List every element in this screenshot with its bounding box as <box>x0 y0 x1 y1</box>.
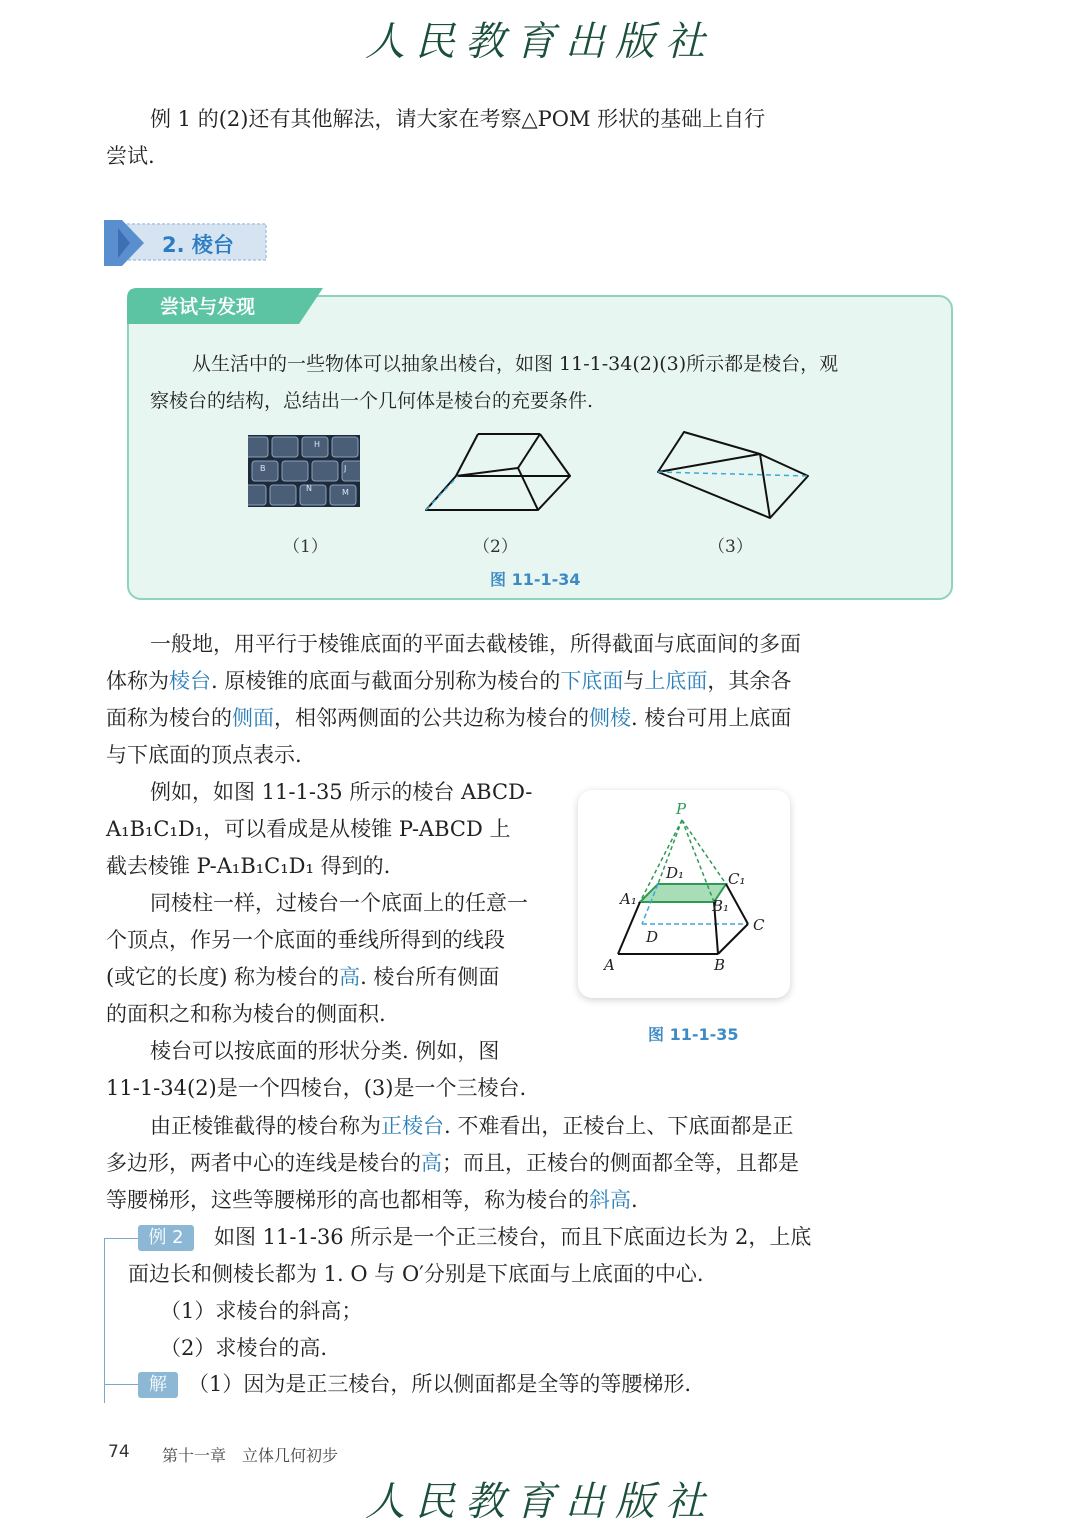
solution-badge: 解 <box>138 1372 178 1398</box>
regular-text: 多边形，两者中心的连线是棱台的 <box>106 1151 421 1175</box>
example-2-badge: 例 2 <box>138 1225 194 1251</box>
example-line-6 <box>106 959 499 996</box>
publisher-watermark-bottom: 人民教育出版社 <box>365 1479 715 1525</box>
keyword-upper-base: 上底面 <box>644 669 708 693</box>
keyword-regular-frustum: 正棱台 <box>381 1114 444 1138</box>
label-c1: C₁ <box>728 870 746 888</box>
section-title: 2. 棱台 <box>162 233 234 257</box>
example-line-8: 棱台可以按底面的形状分类. 例如，图 <box>150 1039 500 1063</box>
page-number: 74 <box>108 1442 130 1462</box>
example-line-5: 个顶点，作另一个底面的垂线所得到的线段 <box>106 928 505 952</box>
example2-question-2: （2）求棱台的高. <box>160 1336 328 1360</box>
label-a: A <box>604 956 615 974</box>
chapter-title: 第十一章 立体几何初步 <box>162 1446 339 1465</box>
example2-line-1: 如图 11-1-36 所示是一个正三棱台，而且下底面边长为 2，上底 <box>214 1225 812 1249</box>
label-a1: A₁ <box>620 890 637 908</box>
example-line-7: 的面积之和称为棱台的侧面积. <box>106 1002 386 1026</box>
def-line-1: 一般地，用平行于棱锥底面的平面去截棱锥，所得截面与底面间的多面 <box>150 632 801 656</box>
key-label-j: J <box>344 464 347 473</box>
fig34-caption-3: （3） <box>708 537 753 557</box>
fig35-title: 图 11-1-35 <box>648 1025 739 1044</box>
regular-text: 由正棱锥截得的棱台称为 <box>150 1114 381 1138</box>
solution-line-1: （1）因为是正三棱台，所以侧面都是全等的等腰梯形. <box>188 1372 692 1396</box>
label-b1: B₁ <box>712 897 730 915</box>
def-text: 面称为棱台的 <box>106 706 232 730</box>
def-line-2 <box>106 663 791 700</box>
intro-line-1: 例 1 的(2)还有其他解法，请大家在考察△POM 形状的基础上自行 <box>150 107 766 131</box>
key-label-h: H <box>314 440 321 449</box>
frustum-pyramid-figure <box>578 790 790 998</box>
keyword-lateral-edge: 侧棱 <box>589 706 631 730</box>
def-text: 与 <box>623 669 645 693</box>
keyboard-photo <box>248 435 360 507</box>
try-text-line-2: 察棱台的结构，总结出一个几何体是棱台的充要条件. <box>150 390 594 412</box>
keyword-frustum: 棱台 <box>169 669 211 693</box>
regular-text: 等腰梯形，这些等腰梯形的高也都相等，称为棱台的 <box>106 1188 589 1212</box>
def-text: ，相邻两侧面的公共边称为棱台的 <box>274 706 589 730</box>
example-line-2: A₁B₁C₁D₁，可以看成是从棱锥 P-ABCD 上 <box>106 817 511 841</box>
def-text: . 原棱锥的底面与截面分别称为棱台的 <box>211 669 561 693</box>
example-line-3: 截去棱锥 P-A₁B₁C₁D₁ 得到的. <box>106 854 391 878</box>
try-text-line-1: 从生活中的一些物体可以抽象出棱台，如图 11-1-34(2)(3)所示都是棱台，观 <box>192 353 839 375</box>
try-discover-title: 尝试与发现 <box>160 296 256 318</box>
example-text: (或它的长度) 称为棱台的 <box>106 965 340 989</box>
intro-line-2: 尝试. <box>106 144 155 168</box>
key-label-b: B <box>260 464 266 473</box>
try-discover-text <box>150 346 940 420</box>
keyword-lower-base: 下底面 <box>560 669 624 693</box>
example-line-9: 11-1-34(2)是一个四棱台，(3)是一个三棱台. <box>106 1076 527 1100</box>
fig34-caption-2: （2） <box>473 537 518 557</box>
solution-bracket <box>104 1384 138 1386</box>
frustum-triangle-figure <box>652 428 814 523</box>
example-line-4: 同棱柱一样，过棱台一个底面上的任意一 <box>150 891 528 915</box>
example-line-1: 例如，如图 11-1-35 所示的棱台 ABCD- <box>150 780 533 804</box>
keyword-lateral-face: 侧面 <box>232 706 274 730</box>
publisher-watermark-top: 人民教育出版社 <box>365 19 715 65</box>
def-text: . 棱台可用上底面 <box>631 706 792 730</box>
regular-text: . 不难看出，正棱台上、下底面都是正 <box>444 1114 794 1138</box>
keyword-slant-height: 斜高 <box>589 1188 631 1212</box>
regular-text: . <box>631 1188 638 1212</box>
label-b: B <box>714 956 726 974</box>
label-d1: D₁ <box>666 864 685 882</box>
def-line-3 <box>106 700 791 737</box>
regular-text: ；而且，正棱台的侧面都全等，且都是 <box>442 1151 799 1175</box>
label-d: D <box>646 928 659 946</box>
regular-line-1 <box>150 1108 793 1145</box>
def-text: ，其余各 <box>707 669 792 693</box>
keyword-height: 高 <box>339 965 361 989</box>
label-c: C <box>753 916 765 934</box>
example2-question-1: （1）求棱台的斜高； <box>160 1299 363 1323</box>
keyword-height-2: 高 <box>421 1151 442 1175</box>
key-label-m: M <box>342 488 349 497</box>
example-text: . 棱台所有侧面 <box>360 965 500 989</box>
def-text: 体称为 <box>106 669 169 693</box>
label-p: P <box>676 800 687 818</box>
frustum-quad-figure <box>418 428 578 518</box>
fig34-title: 图 11-1-34 <box>490 570 581 589</box>
regular-line-2 <box>106 1145 799 1182</box>
fig34-caption-1: （1） <box>283 537 328 557</box>
key-label-n: N <box>306 484 312 493</box>
example2-line-2: 面边长和侧棱长都为 1. O 与 O′分别是下底面与上底面的中心. <box>128 1262 704 1286</box>
regular-line-3 <box>106 1182 638 1219</box>
def-line-4: 与下底面的顶点表示. <box>106 743 302 767</box>
